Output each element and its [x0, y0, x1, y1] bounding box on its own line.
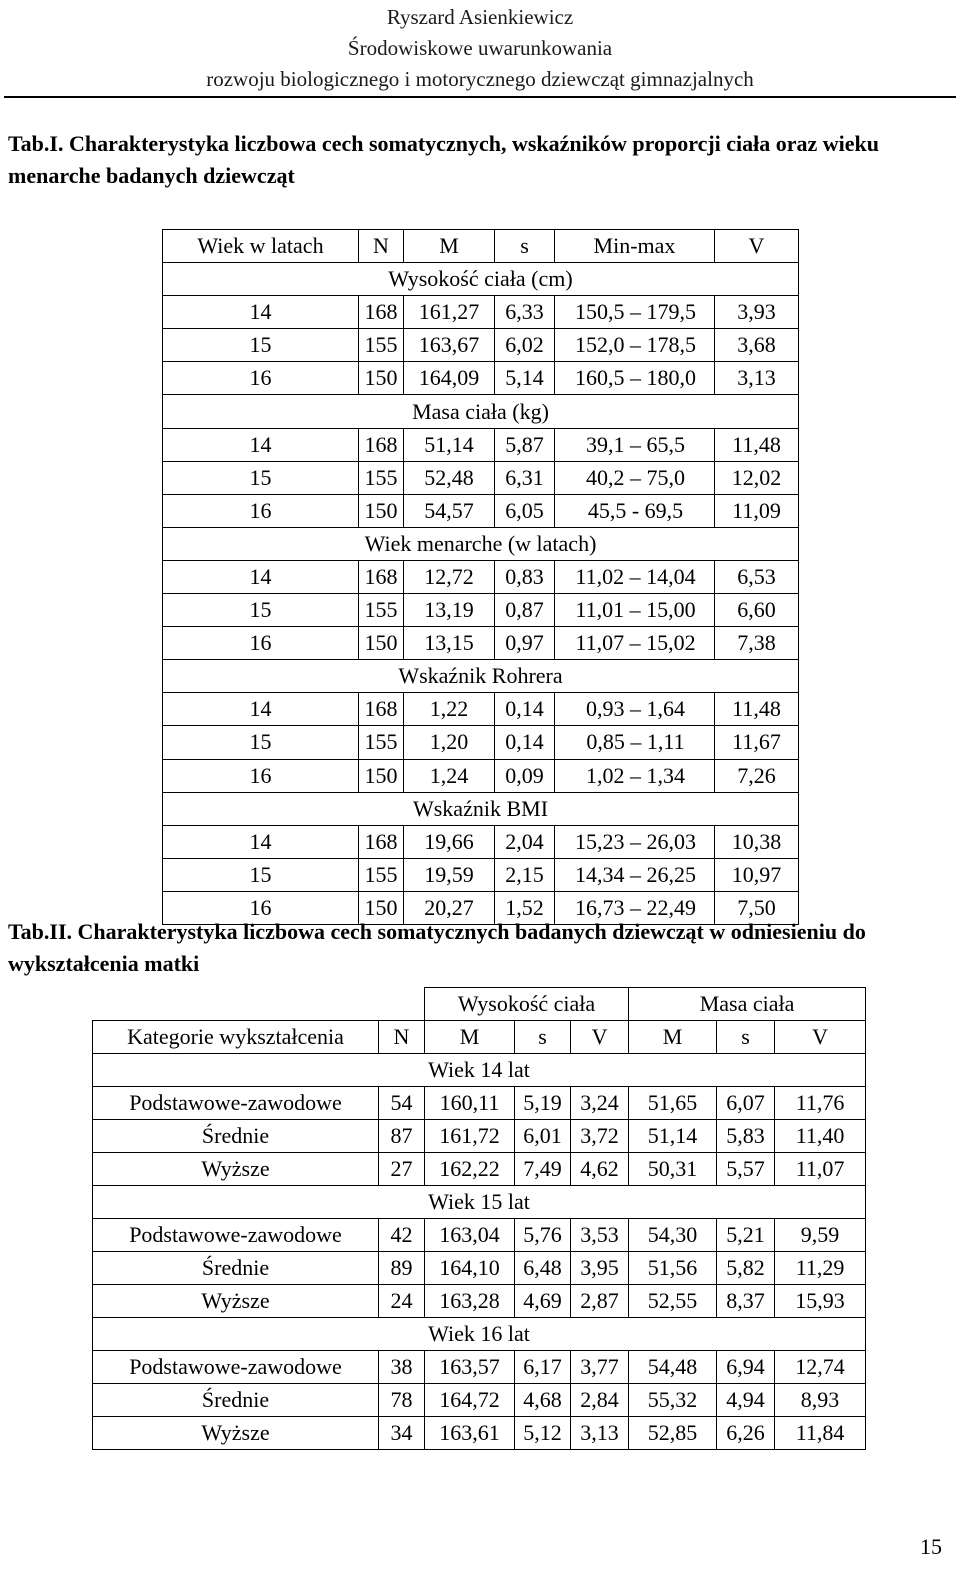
table1-header-cell: M	[404, 230, 495, 263]
table2-cell: 4,68	[515, 1384, 571, 1417]
table-row	[93, 1252, 866, 1285]
table1-cell: 16,73 – 22,49	[555, 891, 715, 924]
table2-category-cell: Wyższe	[93, 1285, 379, 1318]
table1-cell: 11,02 – 14,04	[555, 560, 715, 593]
table1-cell: 14	[163, 296, 359, 329]
table1-section-row	[163, 660, 799, 693]
table-row	[163, 627, 799, 660]
table2-cell: 51,14	[629, 1120, 717, 1153]
header-rule	[4, 96, 956, 98]
table1-cell: 1,24	[404, 759, 495, 792]
table2-group-header: Wysokość ciała	[425, 988, 629, 1021]
table2-cell: 160,11	[425, 1087, 515, 1120]
table-row	[93, 1219, 866, 1252]
table2-cell: 6,07	[717, 1087, 775, 1120]
table1-cell: 0,93 – 1,64	[555, 693, 715, 726]
table2-cell: 27	[379, 1153, 425, 1186]
table1-cell: 11,48	[715, 428, 799, 461]
table2-cell: 163,61	[425, 1417, 515, 1450]
table2-category-cell: Podstawowe-zawodowe	[93, 1219, 379, 1252]
table2-category-cell: Średnie	[93, 1384, 379, 1417]
table1-section-row	[163, 395, 799, 428]
table2-cell: 3,13	[571, 1417, 629, 1450]
table1-section-row	[163, 792, 799, 825]
table1-header-cell: N	[359, 230, 404, 263]
table2-category-cell: Wyższe	[93, 1417, 379, 1450]
table-row	[163, 296, 799, 329]
table-row	[93, 1087, 866, 1120]
table1-cell: 152,0 – 178,5	[555, 329, 715, 362]
table2-cell: 3,72	[571, 1120, 629, 1153]
table2-cell: 52,55	[629, 1285, 717, 1318]
table2-cell: 163,28	[425, 1285, 515, 1318]
table2-cell: 51,56	[629, 1252, 717, 1285]
table1-cell: 155	[359, 461, 404, 494]
table1-cell: 2,15	[495, 858, 555, 891]
table1-cell: 14	[163, 428, 359, 461]
table-row	[163, 560, 799, 593]
table1-cell: 0,14	[495, 726, 555, 759]
table2-cell: 52,85	[629, 1417, 717, 1450]
table2-header-cell: N	[379, 1021, 425, 1054]
table1-header-cell: Min-max	[555, 230, 715, 263]
table1-cell: 0,87	[495, 594, 555, 627]
table-row	[93, 1384, 866, 1417]
table1-cell: 16	[163, 494, 359, 527]
table-row	[163, 858, 799, 891]
table1-cell: 15,23 – 26,03	[555, 825, 715, 858]
table1-cell: 40,2 – 75,0	[555, 461, 715, 494]
table1-cell: 11,07 – 15,02	[555, 627, 715, 660]
table-row	[163, 329, 799, 362]
table2-cell: 11,76	[775, 1087, 866, 1120]
table1-cell: 6,33	[495, 296, 555, 329]
table2-cell: 2,87	[571, 1285, 629, 1318]
table2-group-header: Masa ciała	[629, 988, 866, 1021]
table1-cell: 11,67	[715, 726, 799, 759]
table2-section-row	[93, 1318, 866, 1351]
table2-group-header-row	[93, 988, 866, 1021]
header-author: Ryszard Asienkiewicz	[386, 5, 574, 29]
table1-section-row	[163, 527, 799, 560]
table1-cell: 0,85 – 1,11	[555, 726, 715, 759]
table2-cell: 54,48	[629, 1351, 717, 1384]
table1-cell: 155	[359, 726, 404, 759]
table1-section-row	[163, 263, 799, 296]
table2-cell: 11,40	[775, 1120, 866, 1153]
table2-cell: 161,72	[425, 1120, 515, 1153]
table1-cell: 13,19	[404, 594, 495, 627]
table1-header-row	[163, 230, 799, 263]
table2-section-title: Wiek 16 lat	[93, 1318, 866, 1351]
header-title-line1: Środowiskowe uwarunkowania	[347, 36, 613, 60]
table2-cell: 9,59	[775, 1219, 866, 1252]
table1-cell: 14,34 – 26,25	[555, 858, 715, 891]
table2-section-row	[93, 1186, 866, 1219]
table1-cell: 150	[359, 891, 404, 924]
table2-cell: 8,93	[775, 1384, 866, 1417]
table2-cell: 164,72	[425, 1384, 515, 1417]
table2-header-cell: M	[629, 1021, 717, 1054]
table2-cell: 163,57	[425, 1351, 515, 1384]
table1-cell: 54,57	[404, 494, 495, 527]
table1-cell: 5,87	[495, 428, 555, 461]
table1-cell: 15	[163, 461, 359, 494]
table-row	[163, 494, 799, 527]
table2-cell: 5,12	[515, 1417, 571, 1450]
table1-cell: 16	[163, 891, 359, 924]
table2-cell: 54,30	[629, 1219, 717, 1252]
table2-cell: 42	[379, 1219, 425, 1252]
table2-cell: 163,04	[425, 1219, 515, 1252]
table1	[162, 229, 799, 925]
table-row	[163, 362, 799, 395]
table1-section-title: Wskaźnik Rohrera	[163, 660, 799, 693]
table2-header-cell: Kategorie wykształcenia	[93, 1021, 379, 1054]
table2-cell: 8,37	[717, 1285, 775, 1318]
table1-cell: 155	[359, 858, 404, 891]
table1-cell: 16	[163, 362, 359, 395]
table2-cell: 34	[379, 1417, 425, 1450]
table2-header-cell: V	[571, 1021, 629, 1054]
page-number: 15	[920, 1534, 942, 1559]
table2-header-cell: s	[717, 1021, 775, 1054]
table2-cell: 5,21	[717, 1219, 775, 1252]
table2-cell: 6,01	[515, 1120, 571, 1153]
table2-cell: 15,93	[775, 1285, 866, 1318]
table2-cell: 3,53	[571, 1219, 629, 1252]
table2-section-title: Wiek 15 lat	[93, 1186, 866, 1219]
table2-cell: 89	[379, 1252, 425, 1285]
table2	[92, 987, 866, 1450]
table1-cell: 164,09	[404, 362, 495, 395]
table1-cell: 0,83	[495, 560, 555, 593]
table1-cell: 6,02	[495, 329, 555, 362]
table1-cell: 20,27	[404, 891, 495, 924]
table2-category-cell: Wyższe	[93, 1153, 379, 1186]
table2-category-cell: Podstawowe-zawodowe	[93, 1087, 379, 1120]
table1-header-cell: Wiek w latach	[163, 230, 359, 263]
table2-cell: 87	[379, 1120, 425, 1153]
table2-cell: 54	[379, 1087, 425, 1120]
table-row	[163, 693, 799, 726]
table1-cell: 7,38	[715, 627, 799, 660]
table-row	[93, 1417, 866, 1450]
table1-cell: 161,27	[404, 296, 495, 329]
table1-cell: 12,02	[715, 461, 799, 494]
table1-cell: 7,26	[715, 759, 799, 792]
table2-cell: 3,24	[571, 1087, 629, 1120]
table1-cell: 155	[359, 594, 404, 627]
table1-cell: 11,48	[715, 693, 799, 726]
table1-cell: 0,97	[495, 627, 555, 660]
table2-cell: 38	[379, 1351, 425, 1384]
table2-cell: 6,17	[515, 1351, 571, 1384]
table2-cell: 6,26	[717, 1417, 775, 1450]
table1-cell: 150	[359, 362, 404, 395]
table1-cell: 168	[359, 560, 404, 593]
table1-cell: 39,1 – 65,5	[555, 428, 715, 461]
table1-cell: 16	[163, 759, 359, 792]
table1-section-title: Wiek menarche (w latach)	[163, 527, 799, 560]
table2-cell: 5,83	[717, 1120, 775, 1153]
table2-cell: 50,31	[629, 1153, 717, 1186]
table1-cell: 10,38	[715, 825, 799, 858]
table2-header-cell: s	[515, 1021, 571, 1054]
table2-cell: 6,48	[515, 1252, 571, 1285]
table2-cell: 162,22	[425, 1153, 515, 1186]
table2-cell: 24	[379, 1285, 425, 1318]
table2-cell: 12,74	[775, 1351, 866, 1384]
table2-cell: 5,76	[515, 1219, 571, 1252]
header-title-line2: rozwoju biologicznego i motorycznego dziewcząt gimnazjalnych	[206, 67, 754, 91]
table1-cell: 5,14	[495, 362, 555, 395]
table2-header-cell: M	[425, 1021, 515, 1054]
table2-section-title: Wiek 14 lat	[93, 1054, 866, 1087]
table1-cell: 11,01 – 15,00	[555, 594, 715, 627]
table-row	[163, 825, 799, 858]
table1-cell: 1,52	[495, 891, 555, 924]
table1-cell: 168	[359, 693, 404, 726]
table1-cell: 14	[163, 560, 359, 593]
table-row	[93, 1120, 866, 1153]
table2-header-row	[93, 1021, 866, 1054]
table1-cell: 13,15	[404, 627, 495, 660]
table-row	[163, 759, 799, 792]
table1-cell: 3,68	[715, 329, 799, 362]
table1-cell: 15	[163, 329, 359, 362]
table1-cell: 10,97	[715, 858, 799, 891]
table2-caption: Tab.II. Charakterystyka liczbowa cech somatycznych badanych dziewcząt w odniesieniu do wykształcenia matki	[8, 919, 866, 976]
table1-cell: 160,5 – 180,0	[555, 362, 715, 395]
table2-cell: 4,94	[717, 1384, 775, 1417]
table-row	[93, 1153, 866, 1186]
table-row	[163, 428, 799, 461]
table2-cell: 7,49	[515, 1153, 571, 1186]
table-row	[163, 461, 799, 494]
table1-cell: 163,67	[404, 329, 495, 362]
table1-cell: 3,93	[715, 296, 799, 329]
table1-cell: 168	[359, 296, 404, 329]
table2-cell: 2,84	[571, 1384, 629, 1417]
table-row	[93, 1285, 866, 1318]
table1-cell: 150	[359, 494, 404, 527]
table1-cell: 45,5 - 69,5	[555, 494, 715, 527]
table1-cell: 150	[359, 627, 404, 660]
table1-cell: 11,09	[715, 494, 799, 527]
table2-cell: 5,19	[515, 1087, 571, 1120]
table1-cell: 6,53	[715, 560, 799, 593]
table1-cell: 6,60	[715, 594, 799, 627]
table1-header-cell: V	[715, 230, 799, 263]
table1-section-title: Wysokość ciała (cm)	[163, 263, 799, 296]
table2-header-cell: V	[775, 1021, 866, 1054]
table2-category-cell: Średnie	[93, 1252, 379, 1285]
table1-cell: 150,5 – 179,5	[555, 296, 715, 329]
table1-cell: 3,13	[715, 362, 799, 395]
table2-cell: 4,62	[571, 1153, 629, 1186]
table1-cell: 1,20	[404, 726, 495, 759]
table2-cell: 3,95	[571, 1252, 629, 1285]
table-row	[163, 726, 799, 759]
table1-cell: 6,31	[495, 461, 555, 494]
table1-section-title: Wskaźnik BMI	[163, 792, 799, 825]
table1-cell: 7,50	[715, 891, 799, 924]
table2-cell: 6,94	[717, 1351, 775, 1384]
table1-cell: 168	[359, 825, 404, 858]
table1-cell: 155	[359, 329, 404, 362]
table1-cell: 52,48	[404, 461, 495, 494]
table2-cell: 51,65	[629, 1087, 717, 1120]
table2-section-row	[93, 1054, 866, 1087]
table1-cell: 19,66	[404, 825, 495, 858]
table1-cell: 51,14	[404, 428, 495, 461]
table1-cell: 14	[163, 825, 359, 858]
table-row	[93, 1351, 866, 1384]
table1-cell: 0,14	[495, 693, 555, 726]
table2-cell: 3,77	[571, 1351, 629, 1384]
table1-cell: 14	[163, 693, 359, 726]
running-header	[0, 2, 960, 95]
table2-cell: 11,07	[775, 1153, 866, 1186]
table1-cell: 6,05	[495, 494, 555, 527]
table2-cell: 164,10	[425, 1252, 515, 1285]
table2-cell: 4,69	[515, 1285, 571, 1318]
table2-category-cell: Średnie	[93, 1120, 379, 1153]
table1-cell: 1,02 – 1,34	[555, 759, 715, 792]
table2-cell: 55,32	[629, 1384, 717, 1417]
table2-cell: 5,57	[717, 1153, 775, 1186]
table2-cell: 11,29	[775, 1252, 866, 1285]
table1-cell: 168	[359, 428, 404, 461]
table1-cell: 15	[163, 594, 359, 627]
table2-category-cell: Podstawowe-zawodowe	[93, 1351, 379, 1384]
table1-cell: 15	[163, 858, 359, 891]
table1-cell: 12,72	[404, 560, 495, 593]
table1-cell: 16	[163, 627, 359, 660]
table1-cell: 19,59	[404, 858, 495, 891]
table2-cell: 5,82	[717, 1252, 775, 1285]
table-row	[163, 594, 799, 627]
table1-cell: 1,22	[404, 693, 495, 726]
table1-caption: Tab.I. Charakterystyka liczbowa cech somatycznych, wskaźników proporcji ciała oraz wieku menarche badanych dziewcząt	[8, 131, 880, 188]
table2-cell: 11,84	[775, 1417, 866, 1450]
table1-cell: 0,09	[495, 759, 555, 792]
table1-section-title: Masa ciała (kg)	[163, 395, 799, 428]
table1-header-cell: s	[495, 230, 555, 263]
table2-blank-corner	[93, 988, 425, 1021]
table2-cell: 78	[379, 1384, 425, 1417]
table1-cell: 150	[359, 759, 404, 792]
table1-cell: 2,04	[495, 825, 555, 858]
table1-cell: 15	[163, 726, 359, 759]
